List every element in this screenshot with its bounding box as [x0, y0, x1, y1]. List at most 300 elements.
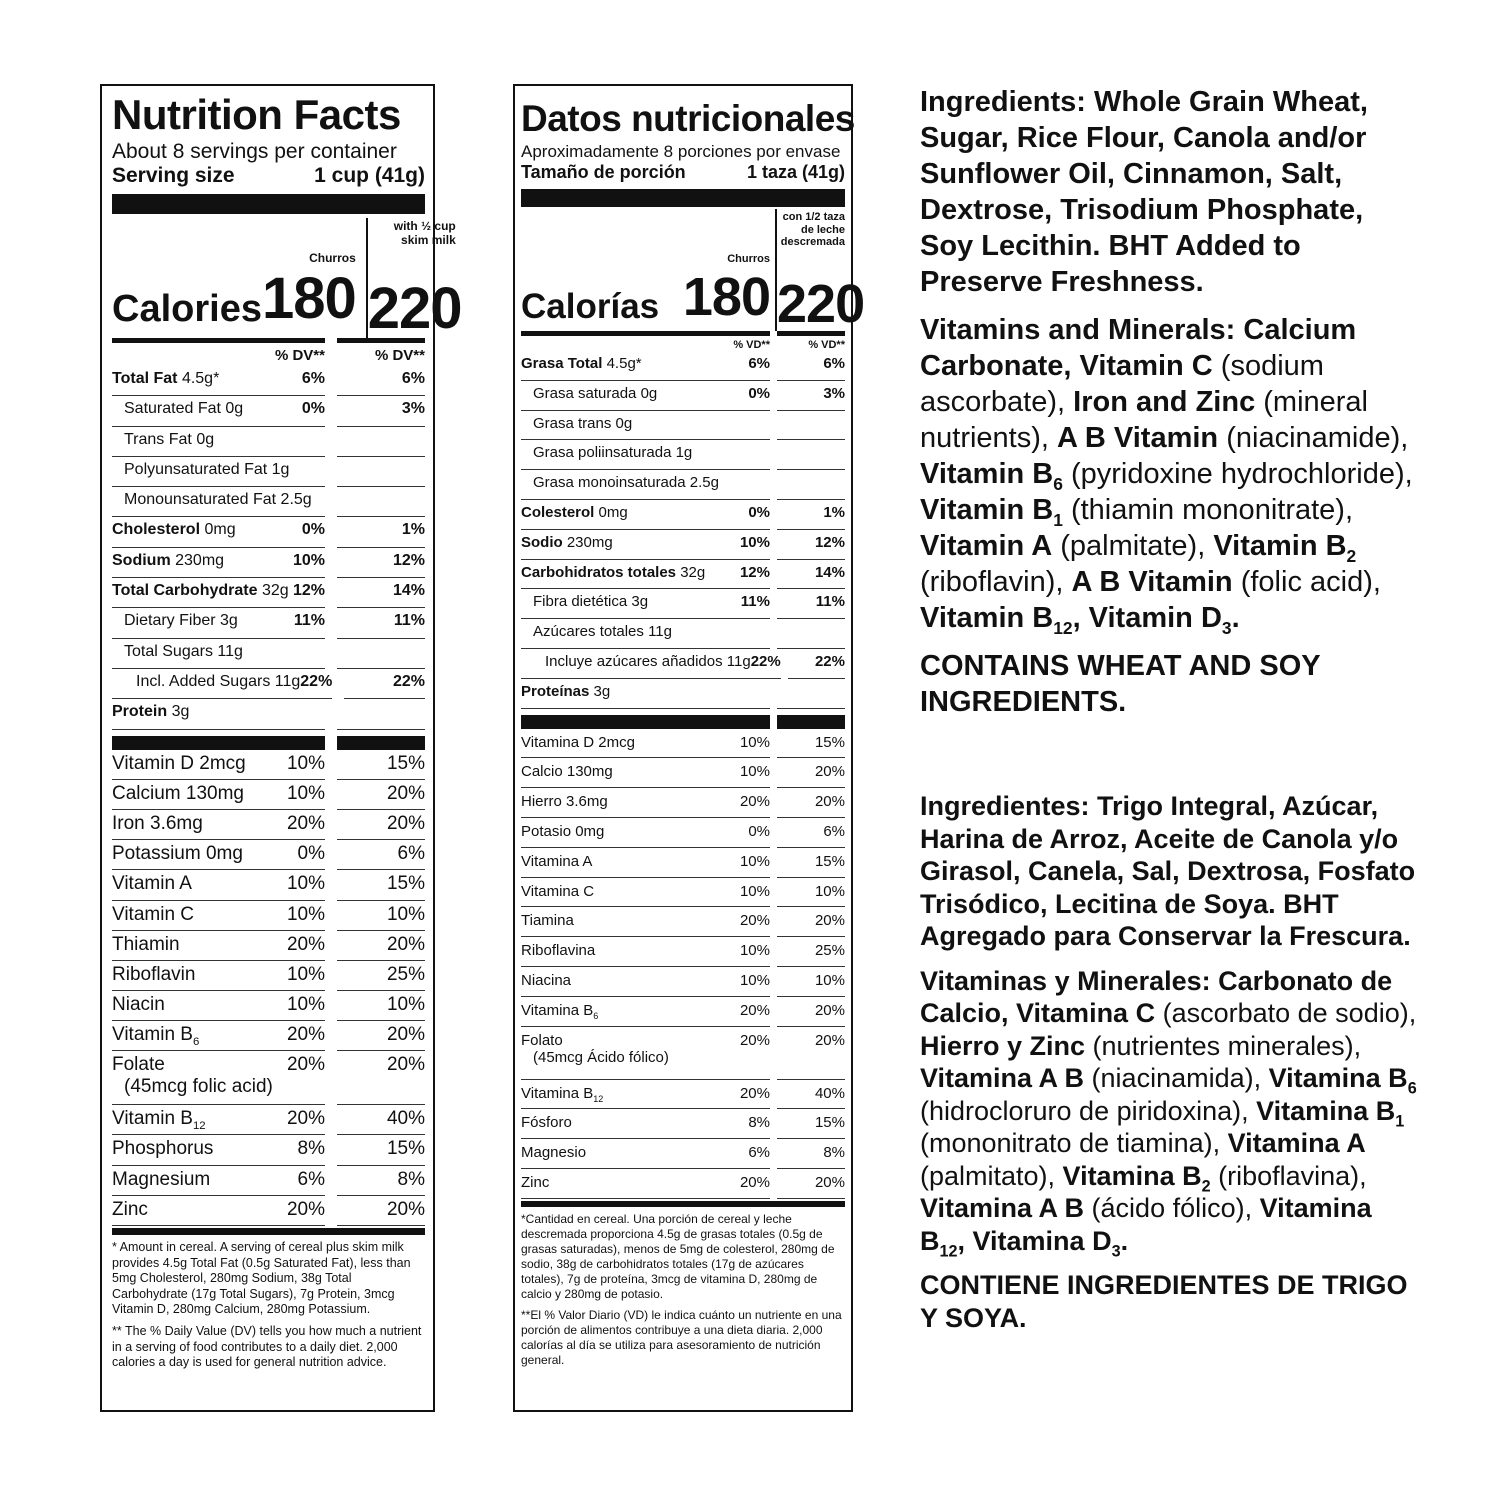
vitamin-name: [521, 1085, 603, 1109]
vitamin-cell: [112, 810, 325, 840]
vitamin-row: [521, 818, 845, 848]
ingredient-text: Vitamin B: [920, 458, 1054, 490]
nutrient-name: [112, 521, 236, 539]
nutrient-dv-milk: 12%: [392, 551, 425, 569]
vitamin-cell-milk: [337, 1196, 425, 1226]
vitamin-dv: 10%: [286, 994, 325, 1016]
vitamin-row: [521, 967, 845, 997]
vitamin-row: [521, 788, 845, 818]
vitamin-name: [112, 1024, 199, 1050]
nutrient-amount: 230mg: [566, 533, 613, 551]
vitamin-dv-milk: 20%: [814, 763, 845, 781]
nutrient-cell-milk: [337, 608, 425, 638]
vitamin-row: [112, 1051, 425, 1105]
vitamin-cell-milk: [337, 780, 425, 810]
nutrient-cell: [112, 396, 325, 426]
vitamin-cell: [521, 818, 770, 848]
nutrient-amount: 32g: [261, 582, 289, 600]
vitamin-name: [521, 883, 594, 907]
nutrient-row: [521, 381, 845, 411]
nutrient-row: [521, 649, 845, 679]
nutrient-row: [112, 608, 425, 638]
vitamin-dv: 10%: [739, 971, 770, 989]
calories-section: [112, 218, 462, 341]
vitamin-dv-milk: 8%: [823, 1144, 845, 1162]
ingredient-subscript: 3: [1221, 617, 1232, 638]
vitamin-cell: [112, 1196, 325, 1226]
servings-per-container: Aproximadamente 8 porciones por envase: [521, 142, 841, 161]
nutrient-cell: [521, 470, 770, 500]
nutrient-cell: [112, 669, 332, 699]
nutrient-dv: 6%: [301, 370, 325, 387]
vitamin-row: [521, 1027, 845, 1080]
vitamin-cell: [521, 788, 770, 818]
nutrient-cell: [112, 639, 325, 669]
nutrient-label: Incluye azúcares añadidos: [545, 652, 723, 670]
calories-label: Calories: [112, 287, 262, 330]
vitamin-dv-milk: 15%: [386, 752, 425, 774]
vitamin-name: [521, 1032, 669, 1079]
vitamin-cell: [112, 1166, 325, 1196]
nutrient-amount: 3g: [220, 612, 238, 630]
nutrient-cell-milk: [777, 440, 845, 470]
nutrient-cell-milk: [777, 589, 845, 619]
vitamin-cell: [112, 1105, 325, 1135]
nutrient-cell-milk: [337, 487, 425, 517]
dv-header-row: [112, 338, 425, 366]
calories-with-milk-value: 220: [367, 276, 462, 341]
nutrient-amount: 2.5g: [689, 474, 719, 492]
nutrient-name: [521, 623, 672, 640]
vitamin-dv: 6%: [748, 1144, 770, 1162]
calories-left: [521, 209, 770, 331]
vitamin-label: Magnesio: [521, 1144, 587, 1162]
vitamin-row: [521, 729, 845, 759]
nutrient-amount: 2.5g: [280, 491, 312, 509]
vitamin-cell: [521, 848, 770, 878]
vitamin-name: [112, 1169, 210, 1195]
nutrient-list: [521, 351, 845, 709]
vitamin-cell-milk: [337, 870, 425, 900]
vitamin-name: [521, 793, 608, 817]
vitamin-cell: [521, 1109, 770, 1139]
vitamin-cell: [112, 901, 325, 931]
ingredient-text: Vitamina B: [1268, 1063, 1408, 1093]
nutrient-name: [112, 461, 289, 479]
vitamin-name: [112, 843, 243, 869]
ingredient-subscript: 3: [1111, 1241, 1121, 1260]
nutrient-amount: 1g: [675, 444, 693, 462]
vitamin-cell-milk: [777, 1169, 845, 1199]
vitamin-dv-milk: 8%: [397, 1168, 425, 1190]
nutrient-label: Grasa Total: [521, 355, 603, 372]
nutrient-amount: 4.5g*: [181, 370, 220, 387]
nutrient-cell-milk: [337, 639, 425, 669]
nutrient-amount: 11g: [217, 642, 243, 660]
vitamin-row: [112, 870, 425, 900]
nutrient-label: Colesterol: [521, 503, 595, 521]
ingredient-subscript: 6: [1053, 473, 1063, 494]
vitamin-name: [112, 1138, 213, 1164]
nutrient-label: Total Sugars: [124, 642, 213, 660]
vitamin-name: [112, 1054, 273, 1104]
vitamin-dv-milk: 10%: [386, 903, 425, 925]
vitamin-name: [112, 934, 180, 960]
nutrient-dv-milk: 3%: [823, 384, 845, 402]
dv-header-row: [521, 331, 845, 351]
nutrient-name: [112, 582, 289, 600]
vitamin-dv-milk: 20%: [814, 1001, 845, 1019]
vitamin-name: [521, 912, 574, 936]
nutrient-row: [112, 487, 425, 517]
vitamin-cell-milk: [777, 1080, 845, 1110]
vitamin-row: [112, 1021, 425, 1051]
vitamin-label: Tiamina: [521, 912, 574, 930]
ingredient-text: Vitamina A B: [920, 1063, 1085, 1093]
nutrient-name: [521, 444, 692, 461]
vitamin-name: [112, 753, 246, 779]
nutrient-cell-milk: [777, 411, 845, 441]
ingredient-subscript: 1: [1395, 1111, 1405, 1130]
col1-header: Churros: [727, 253, 770, 265]
vitamin-name: [112, 813, 203, 839]
ingredient-text: Vitamins and Minerals: Calcium Carbonate, Vitamin C: [920, 314, 1357, 382]
vitamin-row: [112, 750, 425, 780]
nutrient-name: [112, 491, 312, 509]
vitamin-dv-milk: 20%: [814, 793, 845, 811]
allergen-statement-es: CONTIENE INGREDIENTES DE TRIGO Y SOYA.: [920, 1270, 1408, 1333]
nutrient-amount: 11g: [726, 652, 751, 670]
vitamin-row: [521, 878, 845, 908]
vitamin-label: Iron 3.6mg: [112, 812, 203, 834]
nutrition-facts-panel: [100, 84, 462, 1412]
vitamin-cell: [521, 758, 770, 788]
nutrient-amount: 3g: [593, 682, 611, 700]
vitamin-dv: 20%: [739, 1173, 770, 1191]
vitamin-row: [521, 937, 845, 967]
nutrient-name: [112, 552, 224, 570]
footnotes: [521, 1212, 845, 1368]
ingredient-text: Vitamin A: [920, 530, 1053, 562]
nutrient-cell-milk: [344, 669, 425, 699]
ingredient-subscript: 2: [1346, 545, 1357, 566]
nutrient-cell: [112, 517, 325, 547]
nutrient-label: Proteínas: [521, 682, 590, 700]
nutrient-dv: 0%: [301, 400, 325, 418]
vitamin-cell-milk: [777, 788, 845, 818]
ingredient-subscript: 1: [1053, 509, 1063, 530]
vitamin-label: Magnesium: [112, 1168, 211, 1190]
vitamin-subscript: 6: [192, 1036, 200, 1049]
ingredient-text: (palmitato),: [920, 1160, 1063, 1191]
ingredient-text: Vitamina B: [1062, 1160, 1202, 1191]
vitamin-dv: 20%: [739, 1084, 770, 1102]
ingredient-text: Vitamin B: [920, 494, 1054, 526]
vitamin-label: Riboflavina: [521, 942, 596, 960]
nutrient-name: [112, 400, 243, 418]
nutrient-cell: [521, 679, 770, 709]
vitamin-row: [112, 961, 425, 991]
vitamin-label: Potassium 0mg: [112, 843, 243, 865]
vitamins-minerals-es: [920, 965, 1420, 1258]
nutrient-row: [521, 470, 845, 500]
vitamin-bar: [521, 715, 845, 729]
nutrient-name: [521, 355, 642, 372]
nutrient-name: [521, 564, 705, 581]
nutrient-cell: [521, 530, 770, 560]
nutrient-dv: 22%: [300, 672, 333, 690]
nutrient-dv: 0%: [301, 521, 325, 539]
nutrient-row: [521, 560, 845, 590]
nutrient-amount: 3g: [171, 703, 190, 721]
vitamin-cell-milk: [777, 758, 845, 788]
vitamin-row: [112, 1135, 425, 1165]
vitamin-dv: 10%: [739, 852, 770, 870]
vitamin-dv-milk: 6%: [823, 822, 845, 840]
vitamin-dv: 0%: [297, 843, 325, 865]
nutrient-dv-milk: 1%: [401, 521, 425, 539]
vitamin-cell-milk: [337, 750, 425, 780]
vitamin-name: [112, 904, 194, 930]
vitamin-row: [112, 931, 425, 961]
nutrient-row: [112, 366, 425, 396]
footnotes: [112, 1240, 425, 1371]
thick-divider: [521, 189, 845, 207]
vitamin-dv-milk: 20%: [814, 1031, 845, 1049]
nutrient-dv: 12%: [739, 563, 770, 581]
nutrient-cell: [112, 578, 325, 608]
vitamin-cell-milk: [337, 1135, 425, 1165]
vitamin-row: [112, 810, 425, 840]
nutrient-label: Carbohidratos totales: [521, 563, 677, 581]
vitamin-row: [521, 907, 845, 937]
nutrient-row: [112, 396, 425, 426]
nutrient-name: [112, 431, 214, 449]
serving-size: [521, 162, 845, 183]
nutrient-dv: 0%: [748, 503, 770, 521]
vitamin-cell-milk: [337, 991, 425, 1021]
vitamin-dv: 20%: [286, 1054, 325, 1076]
ingredient-text: (ascorbato de sodio),: [1155, 998, 1417, 1028]
calories-right: [775, 209, 865, 334]
nutrient-cell-milk: [337, 517, 425, 547]
nutrient-label: Trans Fat: [124, 430, 192, 448]
nutrient-dv-milk: 11%: [815, 593, 845, 611]
vitamin-cell: [521, 1080, 770, 1110]
nutrient-cell-milk: [337, 427, 425, 457]
footer-divider: [521, 1201, 845, 1207]
vitamin-name: [521, 972, 571, 996]
nutrient-dv-milk: 1%: [823, 503, 845, 521]
calories-left: [112, 218, 356, 338]
nutrient-name: [112, 612, 238, 630]
vitamin-name: [112, 873, 192, 899]
vitamin-dv: 20%: [286, 812, 325, 834]
vitamin-dv-milk: 15%: [386, 1138, 425, 1160]
ingredient-text: Vitamin B: [1213, 530, 1347, 562]
vitamin-cell: [521, 937, 770, 967]
calories-value: 180: [261, 265, 356, 331]
vitamin-cell: [112, 931, 325, 961]
vitamin-name: [521, 942, 595, 966]
nutrient-cell-milk: [788, 649, 845, 679]
ingredient-text: Vitamina A: [1227, 1128, 1366, 1158]
nutrient-label: Total Carbohydrate: [112, 582, 258, 600]
nutrient-amount: 11g: [274, 672, 301, 690]
nutrient-label: Incl. Added Sugars: [136, 672, 271, 690]
vitamin-row: [521, 1169, 845, 1199]
nutrient-row: [521, 679, 845, 709]
ingredient-text: A B Vitamin: [1071, 566, 1233, 598]
vitamin-dv-milk: 20%: [386, 1198, 425, 1220]
vitamin-name: [521, 734, 635, 758]
vitamin-name: [521, 1144, 586, 1168]
nutrient-cell-milk: [337, 366, 425, 396]
nutrient-dv-milk: 6%: [401, 370, 425, 387]
vitamin-label: Phosphorus: [112, 1138, 214, 1160]
vitamin-cell: [112, 750, 325, 780]
nutrient-dv-milk: 22%: [392, 672, 425, 690]
vitamin-label: Zinc: [521, 1173, 550, 1191]
dv-header: % VD**: [521, 331, 770, 351]
vitamin-cell: [112, 1021, 325, 1051]
nutrient-cell-milk: [777, 679, 845, 709]
nutrient-name: [521, 593, 648, 610]
nutrient-row: [521, 589, 845, 619]
nutrient-cell-milk: [337, 578, 425, 608]
nutrient-label: Grasa trans: [533, 414, 612, 432]
footer-divider: [112, 1228, 425, 1235]
ingredient-text: Vitamina B: [1256, 1095, 1396, 1126]
ingredient-text: Hierro y Zinc: [920, 1030, 1086, 1061]
nutrient-dv-milk: 11%: [393, 612, 425, 630]
vitamin-cell-milk: [337, 810, 425, 840]
vitamin-label: Folato: [521, 1031, 563, 1049]
ingredient-text: .: [1231, 602, 1240, 634]
vitamin-name: [112, 1199, 148, 1225]
dv-header-milk: % DV**: [337, 338, 425, 366]
vitamin-subscript: 6: [593, 1010, 599, 1021]
vitamin-cell-milk: [777, 848, 845, 878]
nutrient-row: [521, 351, 845, 381]
nutrient-cell: [521, 619, 770, 649]
calories-value: 180: [682, 266, 770, 327]
vitamin-name: [112, 783, 244, 809]
vitamin-dv: 10%: [739, 882, 770, 900]
vitamin-dv: 10%: [739, 942, 770, 960]
vitamin-cell-milk: [777, 967, 845, 997]
calories-row: [521, 266, 770, 327]
calories-label: Calorías: [521, 286, 660, 326]
vitamin-cell: [112, 1135, 325, 1165]
vitamin-row: [112, 991, 425, 1021]
nutrient-cell: [112, 366, 325, 396]
nutrient-cell: [112, 487, 325, 517]
col1-header: Churros: [309, 251, 356, 265]
vitamin-dv-milk: 40%: [814, 1084, 845, 1102]
nutrient-label: Cholesterol: [112, 521, 201, 539]
vitamin-dv: 0%: [748, 822, 770, 840]
ingredients-column: [920, 84, 1420, 1334]
ingredient-text: (mononitrato de tiamina),: [920, 1128, 1228, 1158]
nutrient-cell: [521, 351, 770, 381]
vitamin-label: Calcio 130mg: [521, 763, 613, 781]
ingredient-text: (folic acid),: [1232, 566, 1381, 598]
vitamin-list: [521, 729, 845, 1199]
nutrient-row: [521, 411, 845, 441]
vitamin-label: Vitamina C: [521, 882, 595, 900]
nutrient-cell: [521, 649, 781, 679]
calories-section: [521, 209, 865, 334]
bar-left: [521, 715, 770, 729]
vitamin-label: Vitamin A: [112, 873, 192, 895]
vitamin-cell-milk: [777, 818, 845, 848]
ingredient-subscript: 12: [1053, 617, 1073, 638]
vitamin-name: [521, 1002, 598, 1026]
nutrient-amount: 0g: [196, 430, 215, 448]
nutrient-name: [521, 504, 628, 521]
nutrient-dv-milk: 12%: [814, 533, 845, 551]
vitamin-cell-milk: [777, 878, 845, 908]
vitamin-dv: 10%: [739, 733, 770, 751]
vitamin-dv-milk: 6%: [397, 843, 425, 865]
vitamin-dv-milk: 20%: [386, 1024, 425, 1046]
ingredients-es: Ingredientes: Trigo Integral, Azúcar, Harina de Arroz, Aceite de Canola y/o Girasol, Canela, Sal, Dextrosa, Fosfato Trisódico, Lecitina de Soya. BHT Agregado para Conservar la Frescura.: [920, 791, 1416, 951]
vitamin-label: Fósforo: [521, 1114, 572, 1132]
nutrient-row: [521, 530, 845, 560]
vitamin-cell: [112, 840, 325, 870]
nutrient-label: Grasa monoinsaturada: [533, 474, 686, 492]
vitamin-cell-milk: [777, 907, 845, 937]
vitamin-dv-milk: 10%: [814, 882, 845, 900]
vitamin-dv: 10%: [286, 873, 325, 895]
ingredient-text: Iron and Zinc: [1073, 386, 1256, 418]
nutrient-name: [521, 683, 610, 700]
vitamin-cell: [521, 1169, 770, 1199]
vitamin-cell: [521, 997, 770, 1027]
nutrient-cell-milk: [337, 548, 425, 578]
ingredient-text: .: [1120, 1225, 1129, 1256]
calories-right: [366, 218, 462, 341]
vitamin-dv: 8%: [297, 1138, 325, 1160]
panel-title: Datos nutricionales: [521, 98, 855, 139]
ingredient-text: A B Vitamin: [1057, 422, 1219, 454]
nutrient-row: [112, 517, 425, 547]
ingredient-text: (riboflavina),: [1210, 1160, 1367, 1191]
vitamin-row: [112, 780, 425, 810]
vitamin-label: Vitamina A: [521, 852, 593, 870]
vitamin-row: [521, 997, 845, 1027]
ingredients-en: Ingredients: Whole Grain Wheat, Sugar, Rice Flour, Canola and/or Sunflower Oil, Cinnamon, Salt, Dextrose, Trisodium Phosphate, Soy Lecithin. BHT Added to Preserve Freshness.: [920, 86, 1368, 298]
ingredient-text: (niacinamide),: [1218, 422, 1409, 454]
vitamin-dv: 10%: [286, 903, 325, 925]
vitamin-dv: 20%: [739, 912, 770, 930]
vitamin-cell: [521, 967, 770, 997]
vitamin-label: Niacin: [112, 994, 165, 1016]
calories-row: [112, 265, 356, 331]
ingredient-text: , Vitamina D: [957, 1225, 1112, 1256]
nutrient-amount: 4.5g*: [606, 355, 642, 372]
ingredient-text: , Vitamin D: [1072, 602, 1222, 634]
nutrient-dv: 11%: [293, 612, 325, 630]
ingredient-text: (sodium ascorbate),: [920, 350, 1324, 418]
vitamin-dv: 20%: [286, 933, 325, 955]
nutrient-label: Sodium: [112, 551, 171, 569]
footnote-amount: * Amount in cereal. A serving of cereal plus skim milk provides 4.5g Total Fat (0.5g Saturated Fat), less than 5mg Cholesterol, 280mg Sodium, 38g Total Carbohydrate (17g Total Sugars), 7g Protein, 3mcg Vitamin D, 280mg Calcium, 280mg Potassium.: [112, 1239, 411, 1317]
servings-per-container: About 8 servings per container: [112, 140, 397, 163]
vitamin-cell-milk: [337, 931, 425, 961]
nutrient-amount: 11g: [648, 623, 672, 641]
